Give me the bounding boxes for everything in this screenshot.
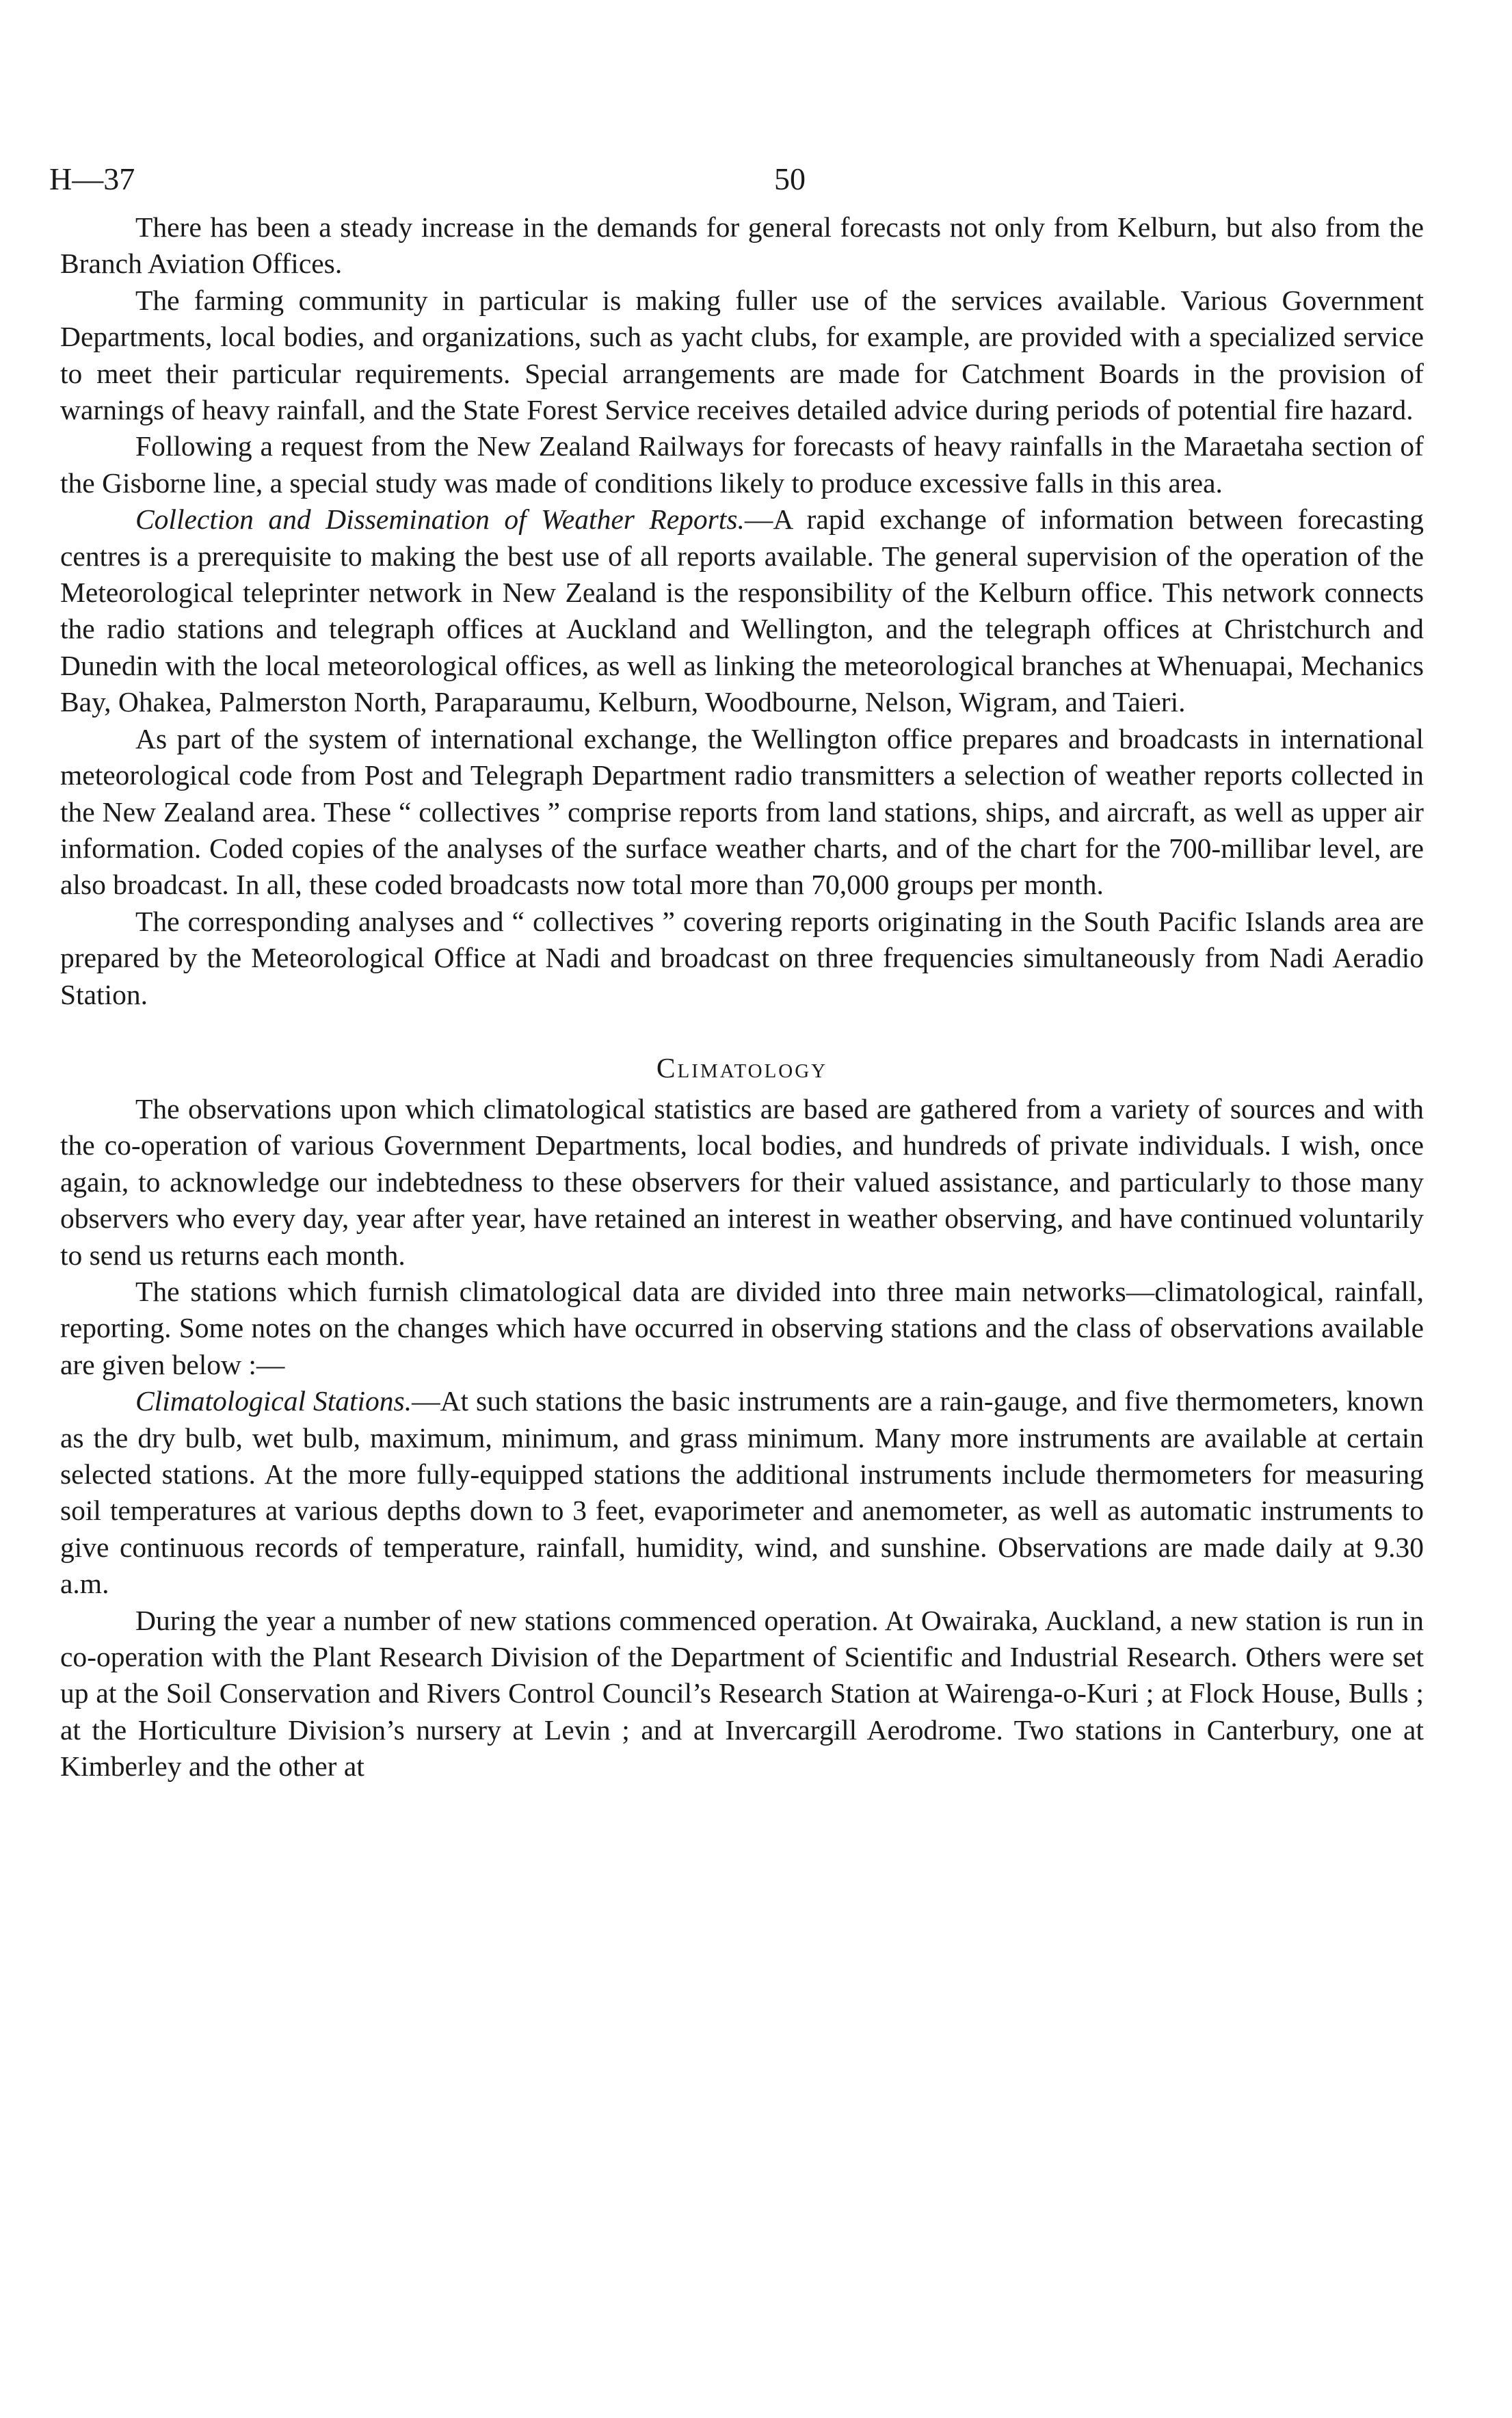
paragraph xyxy=(60,501,1424,720)
run-in-heading: Collection and Dissemination of Weather Reports. xyxy=(135,503,745,536)
paragraph-text: —At such stations the basic instruments are a rain-gauge, and five thermometers, known as the dry bulb, wet bulb, maximum, minimum, and grass minimum. Many more instruments are available at certain selected stations. At the more fully-equipped stations the additional instruments include thermometers for measuring soil temperatures at various depths down to 3 feet, evaporimeter and anemometer, as well as automatic instruments to give continuous records of temperature, rainfall, humidity, wind, and sunshine. Observations are made daily at 9.30 a.m. xyxy=(60,1385,1424,1600)
run-in-heading: Climatological Stations. xyxy=(135,1385,412,1417)
paragraph-text: During the year a number of new stations commenced operation. At Owairaka, Auckland, a new station is run in co-operation with the Plant Research Division of the Department of Scientific and Industrial Research. Others were set up at the Soil Conservation and Rivers Control Council’s Research Station at Wairenga-o-Kuri ; at Flock House, Bulls ; at the Horticulture Division’s nursery at Levin ; and at Invercargill Aerodrome. Two stations in Canterbury, one at Kimberley and the other at xyxy=(60,1604,1424,1783)
paragraph-text: The observations upon which climatological statistics are based are gathered from a variety of sources and with the co-operation of various Government Departments, local bodies, and hundreds of private individuals. I wish, once again, to acknowledge our indebtedness to these observers for their valued assistance, and particularly to those many observers who every day, year after year, have retained an interest in weather observing, and have continued voluntarily to send us returns each month. xyxy=(60,1092,1424,1271)
paragraph xyxy=(60,1383,1424,1602)
paragraph xyxy=(60,209,1424,282)
paragraph xyxy=(60,1274,1424,1383)
page-header xyxy=(49,159,1431,200)
page-number: 50 xyxy=(774,161,806,196)
paragraph xyxy=(60,282,1424,429)
paragraph-text: As part of the system of international exchange, the Wellington office prepares and broadcasts in international meteorological code from Post and Telegraph Department radio transmitters a selection of weather reports collected in the New Zealand area. These “ collectives ” comprise reports from land stations, ships, and aircraft, as well as upper air information. Coded copies of the analyses of the surface weather charts, and of the chart for the 700-millibar level, are also broadcast. In all, these coded broadcasts now total more than 70,000 groups per month. xyxy=(60,722,1424,901)
document-reference: H—37 xyxy=(49,161,135,196)
paragraph xyxy=(60,1091,1424,1274)
paragraph-text: There has been a steady increase in the demands for general forecasts not only from Kelburn, but also from the Branch Aviation Offices. xyxy=(60,211,1424,280)
paragraph-text: —A rapid exchange of information between forecasting centres is a prerequisite to making the best use of all reports available. The general supervision of the operation of the Meteorological teleprinter network in New Zealand is the responsibility of the Kelburn office. This network connects the radio stations and telegraph offices at Auckland and Wellington, and the telegraph offices at Christchurch and Dunedin with the local meteorological offices, as well as linking the meteorological branches at Whenuapai, Mechanics Bay, Ohakea, Palmerston North, Paraparaumu, Kelburn, Woodbourne, Nelson, Wigram, and Taieri. xyxy=(60,503,1424,718)
paragraph-text: Following a request from the New Zealand Railways for forecasts of heavy rainfalls in the Maraetaha section of the Gisborne line, a special study was made of conditions likely to produce excessive falls in this area. xyxy=(60,430,1424,499)
section-heading: Climatology xyxy=(656,1051,828,1083)
paragraph xyxy=(60,721,1424,904)
paragraph xyxy=(60,1603,1424,1785)
body-text xyxy=(60,209,1424,1785)
paragraph-text: The corresponding analyses and “ collectives ” covering reports originating in the South Pacific Islands area are prepared by the Meteorological Office at Nadi and broadcast on three frequencies simultaneously from Nadi Aeradio Station. xyxy=(60,905,1424,1010)
paragraph-text: The stations which furnish climatological data are divided into three main networks—climatological, rainfall, reporting. Some notes on the changes which have occurred in observing stations and the class of observations available are given below :— xyxy=(60,1275,1424,1380)
paragraph xyxy=(60,428,1424,501)
paragraph xyxy=(60,904,1424,1013)
paragraph-text: The farming community in particular is making fuller use of the services available. Various Government Departments, local bodies, and organizations, such as yacht clubs, for example, are provided with a specialized service to meet their particular requirements. Special arrangements are made for Catchment Boards in the provision of warnings of heavy rainfall, and the State Forest Service receives detailed advice during periods of potential fire hazard. xyxy=(60,284,1424,426)
